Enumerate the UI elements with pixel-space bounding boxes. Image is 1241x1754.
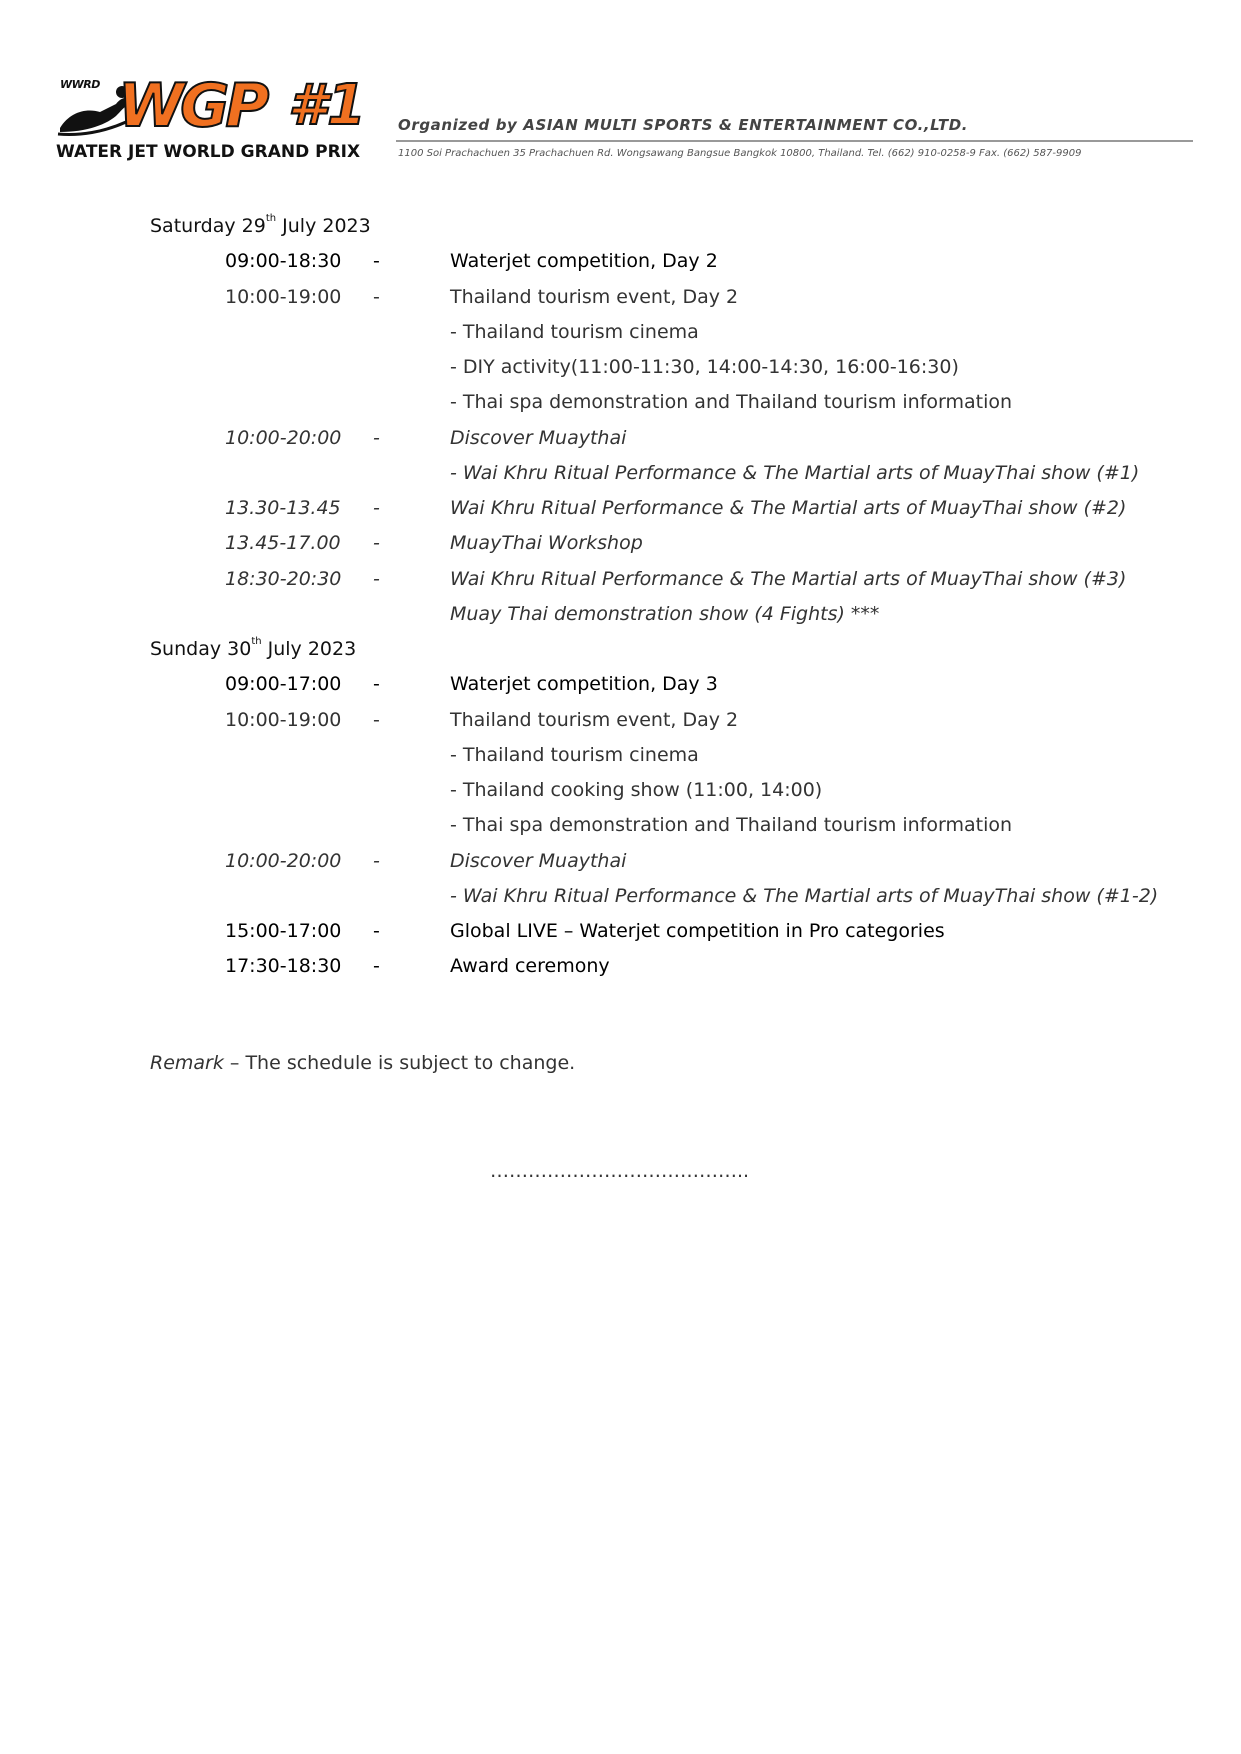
row-time: 13.45-17.00 bbox=[225, 532, 341, 555]
schedule-row bbox=[0, 462, 1241, 492]
schedule-row bbox=[0, 356, 1241, 386]
row-dash: - bbox=[373, 426, 380, 449]
day-heading-ordinal: th bbox=[265, 213, 277, 224]
row-dash: - bbox=[373, 920, 380, 942]
row-time: 18:30-20:30 bbox=[225, 567, 342, 590]
schedule-row bbox=[0, 568, 1241, 598]
row-text: Muay Thai demonstration show (4 Fights) *** bbox=[450, 602, 880, 625]
row-text: - Wai Khru Ritual Performance & The Martial arts of MuayThai show (#1-2) bbox=[450, 884, 1159, 907]
row-text: Waterjet competition, Day 3 bbox=[450, 673, 718, 696]
row-dash: - bbox=[373, 285, 380, 308]
schedule-row bbox=[0, 850, 1241, 880]
logo-wgp-text: WGP bbox=[118, 71, 266, 141]
schedule-row bbox=[0, 709, 1241, 739]
row-time: 09:00-18:30 bbox=[225, 250, 342, 273]
schedule-row bbox=[0, 920, 1241, 950]
row-text: Thailand tourism event, Day 2 bbox=[450, 285, 739, 308]
row-time: 17:30-18:30 bbox=[225, 955, 342, 978]
row-text: Thailand tourism event, Day 2 bbox=[450, 708, 739, 731]
schedule-row bbox=[0, 885, 1241, 915]
schedule-row bbox=[0, 779, 1241, 809]
day-heading-month: July 2023 bbox=[276, 215, 371, 237]
row-text: Discover Muaythai bbox=[450, 849, 627, 872]
row-text: MuayThai Workshop bbox=[450, 532, 643, 555]
schedule-row bbox=[0, 391, 1241, 421]
day-heading-ordinal: th bbox=[251, 636, 262, 647]
row-dash: - bbox=[373, 532, 380, 555]
row-text: - Thai spa demonstration and Thailand tourism information bbox=[450, 814, 1013, 837]
header-divider bbox=[396, 140, 1193, 142]
remark bbox=[150, 1052, 575, 1074]
row-text: - Thailand tourism cinema bbox=[450, 320, 699, 343]
row-time: 10:00-20:00 bbox=[225, 849, 342, 872]
row-text: - Thailand cooking show (11:00, 14:00) bbox=[450, 779, 823, 801]
schedule-row bbox=[0, 286, 1241, 316]
wgp-logo bbox=[56, 71, 376, 164]
row-time: 13.30-13.45 bbox=[225, 497, 341, 519]
row-time: 10:00-19:00 bbox=[225, 708, 342, 731]
page-header bbox=[0, 0, 1241, 190]
row-dash: - bbox=[373, 849, 380, 872]
row-text: - Thailand tourism cinema bbox=[450, 743, 699, 766]
schedule-row bbox=[0, 532, 1241, 562]
schedule-row bbox=[0, 250, 1241, 280]
row-time: 15:00-17:00 bbox=[225, 920, 342, 942]
row-dash: - bbox=[373, 673, 380, 696]
remark-label: Remark bbox=[150, 1052, 224, 1074]
schedule-row bbox=[0, 955, 1241, 985]
organizer-address: 1100 Soi Prachachuen 35 Prachachuen Rd. Wongsawang Bangsue Bangkok 10800, Thailand. Tel. (662) 910-0258-9 Fax. (662) 587-9909 bbox=[398, 148, 1082, 159]
row-time: 10:00-20:00 bbox=[225, 426, 342, 449]
schedule-row bbox=[0, 744, 1241, 774]
logo-wwrd-text: WWRD bbox=[60, 78, 100, 91]
day-heading-text: Saturday 29 bbox=[150, 215, 266, 237]
schedule-row bbox=[0, 427, 1241, 457]
row-text: Award ceremony bbox=[450, 955, 610, 978]
row-text: - Thai spa demonstration and Thailand tourism information bbox=[450, 391, 1013, 414]
row-dash: - bbox=[373, 708, 380, 731]
row-time: 10:00-19:00 bbox=[225, 285, 342, 308]
footer-dots: ………………………………….. bbox=[490, 1160, 750, 1182]
row-text: Wai Khru Ritual Performance & The Martial arts of MuayThai show (#2) bbox=[450, 497, 1127, 519]
day-heading-text: Sunday 30 bbox=[150, 638, 252, 660]
row-text: Waterjet competition, Day 2 bbox=[450, 250, 718, 273]
row-dash: - bbox=[373, 955, 380, 978]
row-text: Wai Khru Ritual Performance & The Martial arts of MuayThai show (#3) bbox=[450, 567, 1127, 590]
row-text: Discover Muaythai bbox=[450, 426, 627, 449]
day-heading-month: July 2023 bbox=[261, 638, 357, 660]
row-text: - Wai Khru Ritual Performance & The Martial arts of MuayThai show (#1) bbox=[450, 461, 1140, 484]
schedule-row bbox=[0, 321, 1241, 351]
row-dash: - bbox=[373, 497, 380, 519]
remark-text: – The schedule is subject to change. bbox=[223, 1052, 576, 1074]
row-time: 09:00-17:00 bbox=[225, 673, 342, 696]
schedule-row bbox=[0, 673, 1241, 703]
row-dash: - bbox=[373, 250, 380, 273]
day-heading bbox=[150, 638, 356, 660]
schedule-row bbox=[0, 497, 1241, 527]
logo-subtitle: WATER JET WORLD GRAND PRIX bbox=[56, 142, 361, 162]
organizer-line: Organized by ASIAN MULTI SPORTS & ENTERTAINMENT CO.,LTD. bbox=[398, 116, 969, 134]
logo-number-text: #1 bbox=[288, 73, 366, 138]
schedule-row bbox=[0, 814, 1241, 844]
schedule-row bbox=[0, 603, 1241, 633]
row-text: - DIY activity(11:00-11:30, 14:00-14:30, 16:00-16:30) bbox=[450, 356, 959, 378]
row-text: Global LIVE – Waterjet competition in Pro categories bbox=[450, 920, 945, 942]
day-heading bbox=[150, 215, 371, 237]
row-dash: - bbox=[373, 567, 380, 590]
